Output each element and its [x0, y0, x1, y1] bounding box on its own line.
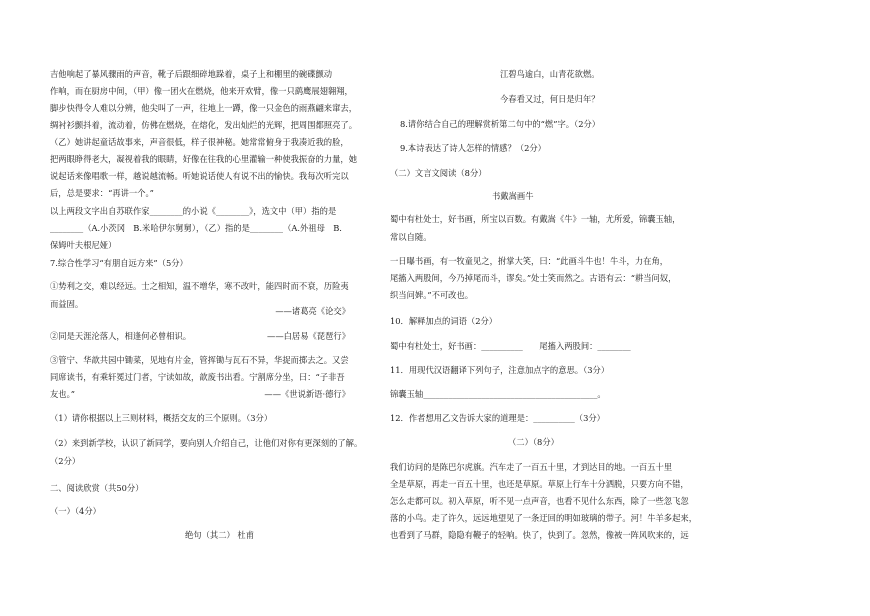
material-1-source: ——诸葛亮《论交》	[275, 306, 350, 316]
subsection-1-heading: （一）（4分）	[50, 506, 101, 516]
classical-text-line: 蜀中有杜处士，好书画，所宝以百数。有戴嵩《牛》一轴，尤所爱，锦囊玉轴，	[390, 214, 681, 224]
classical-text-line: 一日曝书画，有一牧童见之，拊掌大笑，曰：“此画斗牛也！牛斗，力在角，	[390, 256, 669, 266]
question-11: 11．用现代汉语翻译下列句子，注意加点字的意思。（3分）	[390, 365, 610, 375]
passage-a-line: 作响，而在厨房中间，（甲）像一团火在燃烧，他来开欢臂，像一只鹞鹰展翅翱翔，	[50, 86, 353, 96]
material-3-line: 友也。”	[50, 389, 75, 399]
question-11-item: 锦囊玉轴__________________________________________。	[390, 389, 606, 399]
modern-text-line: 全是草原，再走一百五十里，也还是草原。草原上行车十分洒脱，只要方向不错，	[390, 479, 689, 489]
material-1-line: 而益固。	[50, 299, 84, 309]
subquestion-2-line: （2）来到新学校，认识了新同学，要向别人介绍自己，让他们对你有更深刻的了解。	[50, 438, 363, 448]
passage-b-line: 后，总是要求：“再讲一个。”	[50, 188, 154, 198]
poem-title: 绝句（其二） 杜甫	[185, 530, 255, 540]
question-7-heading: 7.综合性学习“有朋自远方来”（5分）	[50, 258, 188, 268]
material-3-line: 同席读书，有乘轩冕过门者，宁读如故，歆废书出看。宁割席分坐，曰：“子非吾	[50, 372, 345, 382]
material-3-line: ③管宁、华歆共园中锄菜，见地有片金，管挥锄与瓦石不异，华捉而掷去之。又尝	[50, 355, 349, 365]
material-3-source: ——《世说新语·德行》	[264, 389, 350, 399]
classical-text-line: 尾搐入两股间，今乃掉尾而斗，谬矣。”处士笑而然之。古语有云：“耕当问奴，	[390, 273, 677, 283]
classical-text-title: 书戴嵩画牛	[492, 191, 534, 201]
question-10: 10．解释加点的词语（2分）	[390, 316, 498, 326]
subquestion-2-line: （2分）	[50, 456, 81, 466]
modern-text-line: 我们访问的是陈巴尔虎旗。汽车走了一百五十里，才到达目的地。一百五十里	[390, 462, 673, 472]
question-12: 12．作者想用乙文告诉大家的道理是：__________（3分）	[390, 413, 605, 423]
passage-a-line: 绸衬衫颤抖着，流动着，仿佛在燃烧，在熔化，发出灿烂的光辉，把周围都照亮了。	[50, 120, 357, 130]
passage-b-line: 把两眼睁得老大，凝视着我的眼睛，好像在往我的心里灌输一种使我振奋的力量，她	[50, 154, 357, 164]
modern-text-line: 也看到了马群，隐隐有鞭子的轻响。快了，快到了。忽然，像被一阵风吹来的，远	[390, 530, 689, 540]
material-2-line: ②同是天涯沦落人，相逢何必曾相识。	[50, 331, 192, 341]
passage-a-line: 吉他响起了暴风骤雨的声音，靴子后跟细碎地跺着，桌子上和棚里的碗碟颤动	[50, 69, 333, 79]
question-source-line: 以上两段文字出自苏联作家________的小说《________》，选文中（甲）指的是	[50, 206, 337, 216]
question-10-items: 蜀中有杜处士，好书画：__________ 尾搐入两股间：________	[390, 341, 631, 351]
passage-b-line: 说起话来像唱歌一样，越说越流畅。听她说话使人有说不出的愉快。我每次听完以	[50, 171, 349, 181]
modern-text-line: 落的小鸟。走了许久，远远地望见了一条迂回的明如玻璃的带子。河！牛羊多起来，	[390, 513, 697, 523]
classical-text-line: 常以自随。	[390, 232, 432, 242]
section-2-heading: 二、阅读欣赏（共50分）	[50, 483, 144, 493]
classical-reading-heading: （二）文言文阅读（8分）	[390, 168, 487, 178]
poem-line: 江碧鸟逾白，山青花欲燃。	[500, 69, 600, 79]
poem-line: 今春看又过，何日是归年？	[500, 94, 600, 104]
material-2-source: ——白居易《琵琶行》	[267, 331, 350, 341]
question-source-line: ________（A.小茨冈 B.米哈伊尔舅舅），（乙）指的是________（A.外祖母 B.	[50, 223, 342, 233]
passage-b-line: （乙）她讲起童话故事来，声音很低，样子很神秘。她常常俯身于我凑近我的脸，	[50, 137, 349, 147]
material-1-line: ①势利之交，难以经远。士之相知，温不增华，寒不改叶，能四时而不衰，历险夷	[50, 281, 349, 291]
question-source-line: 保姆叶夫根尼娅）	[50, 240, 117, 250]
classical-text-line: 织当问婢。”不可改也。	[390, 290, 474, 300]
question-9: 9.本诗表达了诗人怎样的情感？（2分）	[400, 143, 546, 153]
modern-text-line: 怎么走都可以。初入草原，听不见一点声音，也看不见什么东西，除了一些忽飞忽	[390, 496, 689, 506]
subquestion-1: （1）请你根据以上三则材料，概括交友的三个原则。（3分）	[50, 413, 273, 423]
question-8: 8.请你结合自己的理解赏析第二句中的“燃”字。（2分）	[400, 119, 601, 129]
passage-a-line: 脚步快得令人难以分辨，他尖叫了一声，往地上一蹲，像一只金色的雨燕翩来窜去，	[50, 103, 357, 113]
modern-reading-heading: （二）（8分）	[508, 437, 559, 447]
